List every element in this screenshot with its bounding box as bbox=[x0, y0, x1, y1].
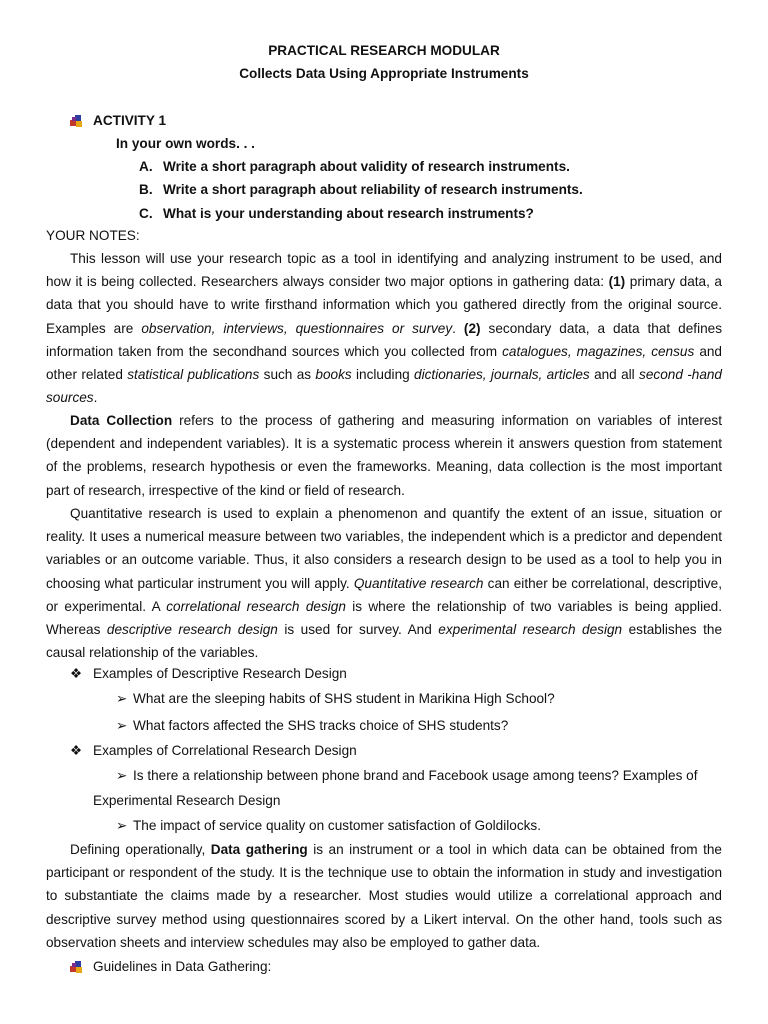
colored-bullet-icon bbox=[70, 961, 83, 974]
diamond-bullet-icon: ❖ bbox=[70, 743, 83, 758]
activity-intro: In your own words. . . bbox=[116, 136, 255, 151]
descriptive-examples-heading: Examples of Descriptive Research Design bbox=[93, 666, 347, 681]
example-item: What are the sleeping habits of SHS student in Marikina High School? bbox=[133, 691, 555, 706]
page-title: PRACTICAL RESEARCH MODULAR bbox=[268, 43, 500, 58]
paragraph-data-gathering: Defining operationally, Data gathering is an instrument or a tool in which data can be obtained from the participant or respondent of the study. It is the technique use to obtain the information in study and investigation to substantiate the claims made by a researcher. Most studies would utilize a correlational approach and descriptive survey method using questionnaires scored by a Likert interval. On the other hand, tools such as observation sheets and interview schedules may also be employed to gather data. bbox=[46, 842, 722, 950]
notes-label: YOUR NOTES: bbox=[46, 228, 140, 243]
arrow-bullet-icon: ➢ bbox=[116, 768, 128, 783]
paragraph-data-collection: Data Collection refers to the process of gathering and measuring information on variables of interest (dependent and independent variables). It is a systematic process wherein it answers question from statement of the problems, research hypothesis or even the frameworks. Meaning, data collection is the most important part of research, irrespective of the kind or field of research. bbox=[46, 413, 723, 498]
diamond-bullet-icon: ❖ bbox=[70, 666, 83, 681]
activity-item-letter: A. bbox=[139, 159, 153, 174]
activity-item-letter: B. bbox=[139, 182, 153, 197]
experimental-examples-heading: Experimental Research Design bbox=[93, 793, 281, 808]
guidelines-heading: Guidelines in Data Gathering: bbox=[93, 959, 272, 974]
arrow-bullet-icon: ➢ bbox=[116, 818, 128, 833]
paragraph-lesson-intro: This lesson will use your research topic as a tool in identifying and analyzing instrument to be used, and how it is being collected. Researchers always consider two major options in gathering data: (1) primary data, a data that you should have to write firsthand information which you gathered directly from the original source. Examples are observation, interviews, questionnaires or survey. (2) secondary data, a data that defines information taken from the secondhand sources which you collected from catalogues, magazines, census and other related statistical publications such as books including dictionaries, journals, articles and all second -hand sources. bbox=[46, 251, 723, 406]
correlational-examples-heading: Examples of Correlational Research Design bbox=[93, 743, 357, 758]
activity-item-text: Write a short paragraph about validity of research instruments. bbox=[163, 159, 570, 174]
arrow-bullet-icon: ➢ bbox=[116, 718, 128, 733]
colored-bullet-icon bbox=[70, 115, 83, 128]
activity-item-text: Write a short paragraph about reliability of research instruments. bbox=[163, 182, 583, 197]
arrow-bullet-icon: ➢ bbox=[116, 691, 128, 706]
activity-label: ACTIVITY 1 bbox=[93, 113, 167, 128]
example-item: Is there a relationship between phone brand and Facebook usage among teens? Examples of bbox=[133, 768, 698, 783]
example-item: The impact of service quality on customer satisfaction of Goldilocks. bbox=[133, 818, 541, 833]
activity-item-text: What is your understanding about research instruments? bbox=[163, 206, 534, 221]
example-item: What factors affected the SHS tracks choice of SHS students? bbox=[133, 718, 509, 733]
activity-item-letter: C. bbox=[139, 206, 153, 221]
paragraph-quantitative-research: Quantitative research is used to explain a phenomenon and quantify the extent of an issue, situation or reality. It uses a numerical measure between two variables, the independent which is a predictor and dependent variables or an outcome variable. Thus, it also considers a research design to be used as a tool to help you in choosing what particular instrument you will apply. Quantitative research can either be correlational, descriptive, or experimental. A correlational research design is where the relationship of two variables is being applied. Whereas descriptive research design is used for survey. And experimental research design establishes the causal relationship of the variables. bbox=[46, 506, 723, 661]
page-subtitle: Collects Data Using Appropriate Instruments bbox=[239, 66, 529, 81]
